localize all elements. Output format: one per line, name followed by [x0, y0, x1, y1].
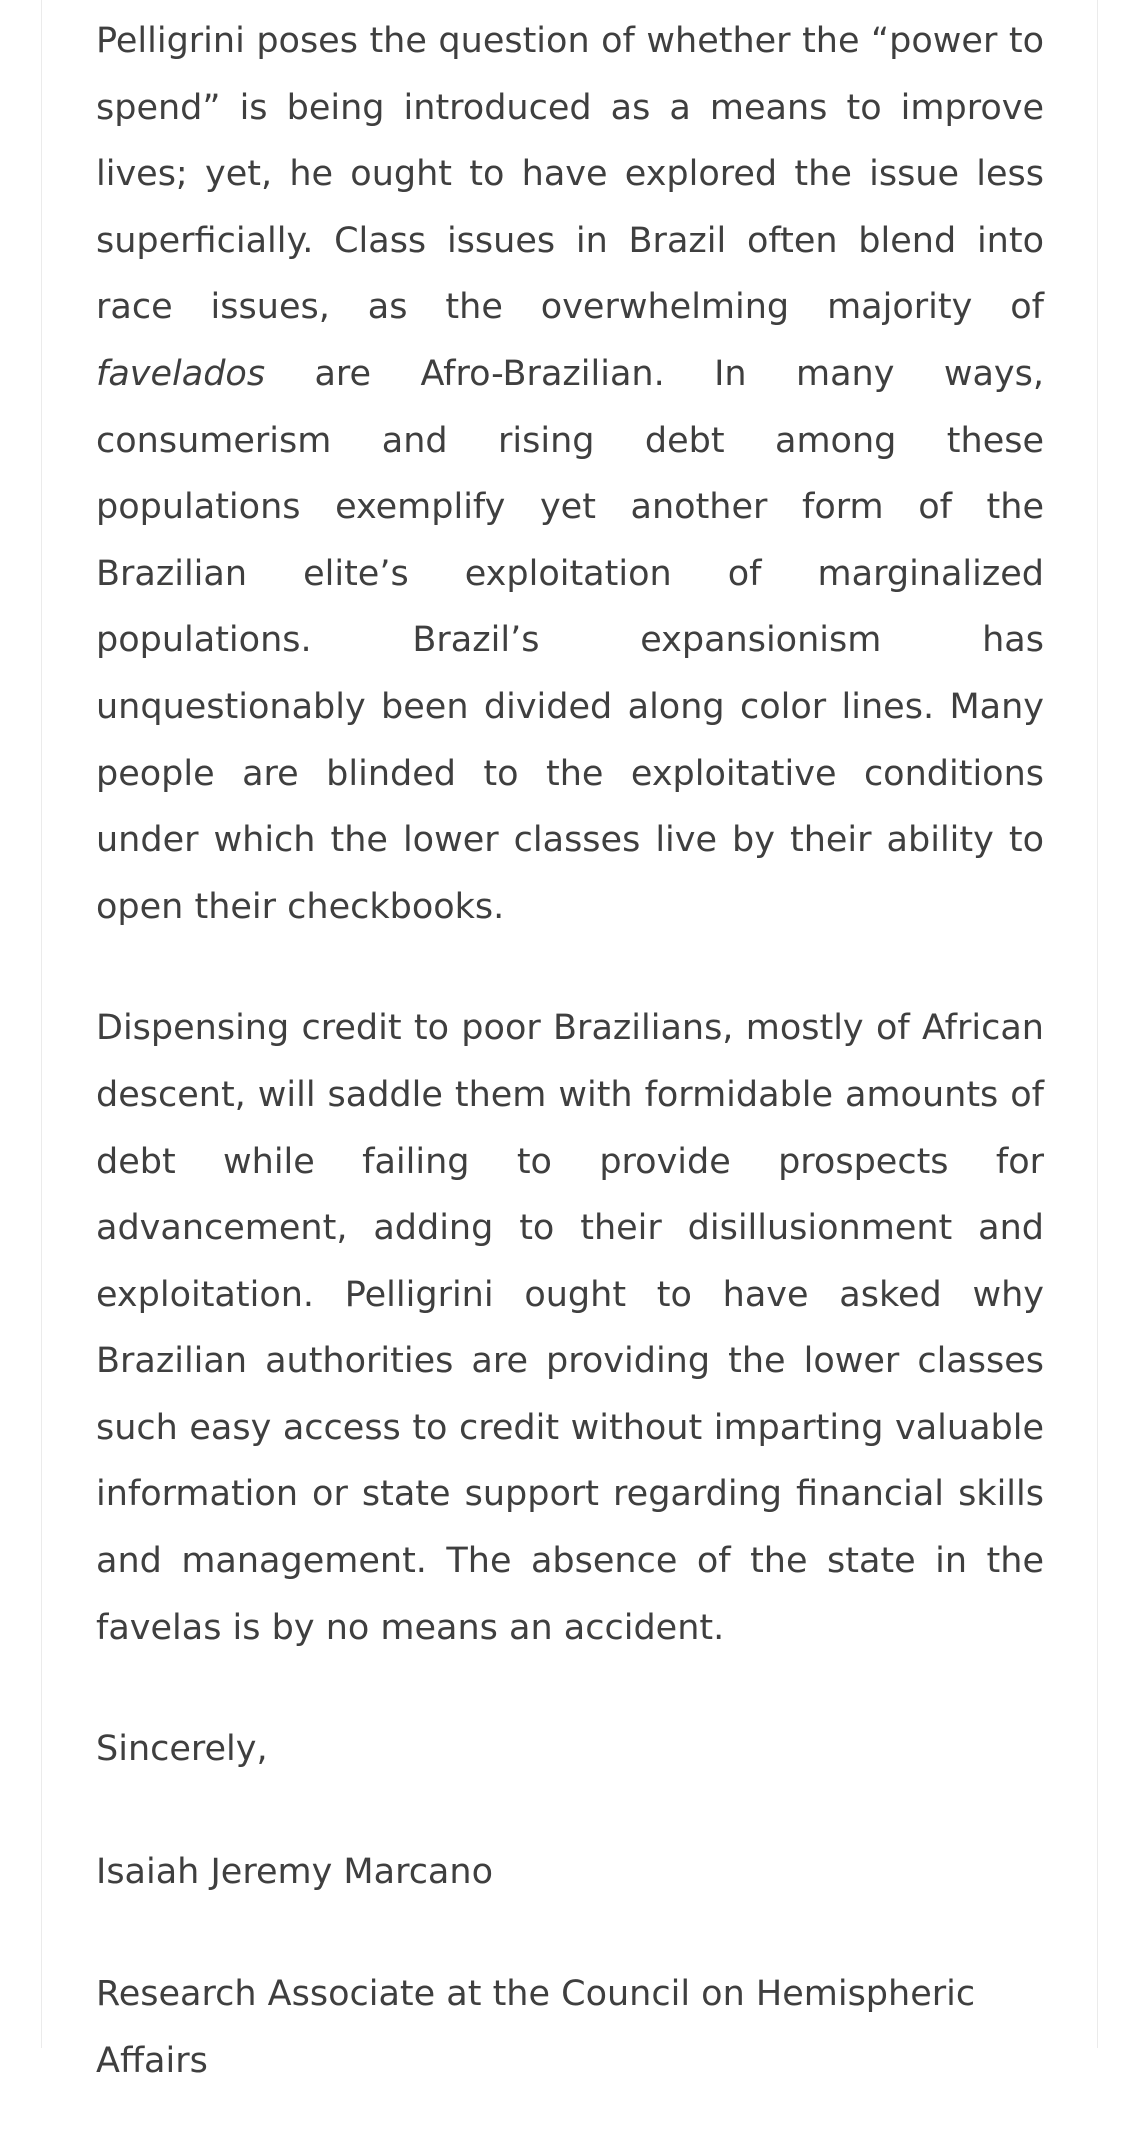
paragraph-dispensing-credit: Dispensing credit to poor Brazilians, mostly of African descent, will saddle them with formidable amounts of debt while failing to provide prospects for advancement, adding to their disillusionment and exploitation. Pelligrini ought to have asked why Brazilian authorities are providing the lower classes such easy access to credit without imparting valuable information or state support regarding financial skills and management. The absence of the state in the favelas is by no means an accident.	[96, 1008, 1044, 1648]
paragraph-power-to-spend	[96, 8, 1044, 940]
signature-title: Research Associate at the Council on Hemispheric Affairs	[96, 1974, 976, 2082]
closing-salutation: Sincerely,	[96, 1729, 268, 1770]
signature-name: Isaiah Jeremy Marcano	[96, 1851, 493, 1892]
paragraph-text: are Afro-Brazilian. In many ways, consumerism and rising debt among these populations exemplify yet another form of the Brazilian elite’s exploitation of marginalized populations. Brazil’s expansionism has unquestionably been divided along color lines. Many people are blinded to the exploitative conditions under which the lower classes live by their ability to open their checkbooks.	[96, 353, 1044, 927]
italic-term: favelados	[96, 353, 266, 394]
letter-body	[96, 8, 1044, 2150]
paragraph-text: Pelligrini poses the question of whether the “power to spend” is being introduced as a means to improve lives; yet, he ought to have explored the issue less superficially. Class issues in Brazil often blend into race issues, as the overwhelming majority of	[96, 21, 1044, 328]
